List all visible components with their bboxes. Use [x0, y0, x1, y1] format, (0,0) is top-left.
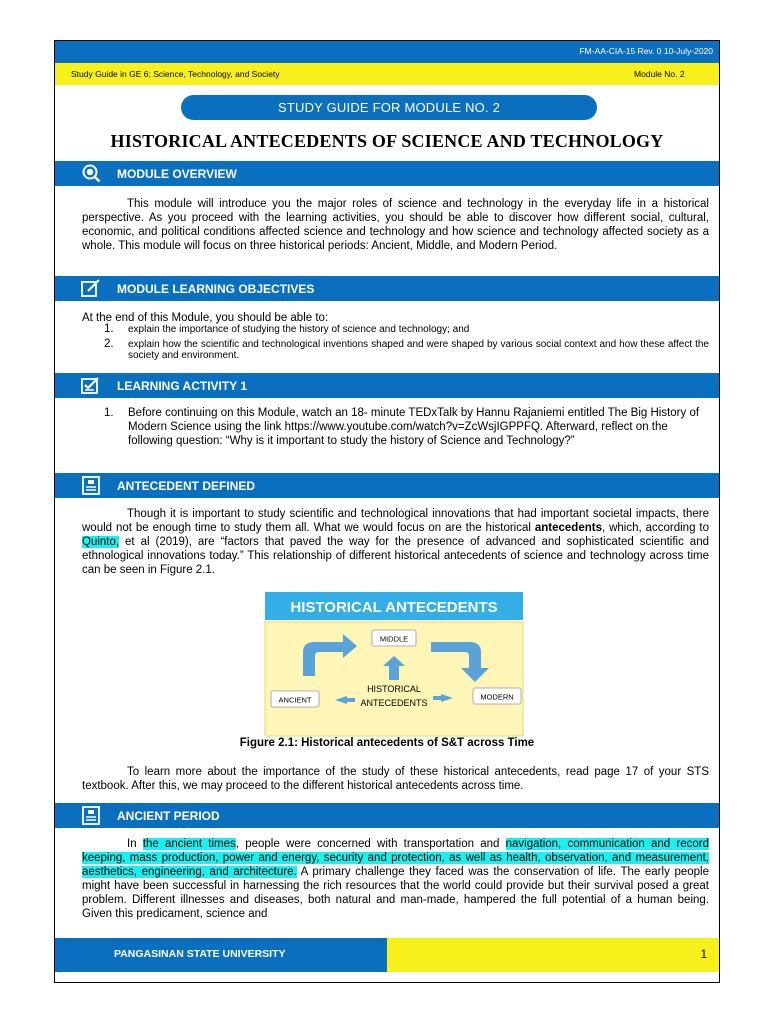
text-run: et al (2019), are “factors that paved the way for the presence of advanced and sophisticated scientific and ethnological innovations today.” This relationship of different historical antecedents of science and technology across time can be seen in Figure 2.1.	[82, 536, 709, 576]
text-run: A primary challenge they faced was the conservation of life. The early people might have been successful in harnessing the rich resources that the world could provide but their survival posed a great problem. Different illnesses and diseases, both natural and man-made, hampered the full potential of a human being. Given this predicament, science and	[82, 866, 709, 920]
document-icon	[81, 476, 101, 495]
page-title: HISTORICAL ANTECEDENTS OF SCIENCE AND TECHNOLOGY	[110, 131, 664, 151]
section-heading: ANCIENT PERIOD	[117, 809, 220, 823]
header-bar	[55, 41, 719, 63]
footer-university-block	[55, 938, 387, 972]
text-run: Though it is important to study scientific and technological innovations that had important societal impacts, there would not be enough time to study them all. What we would focus on are the historical	[82, 508, 709, 534]
figure-banner-text: HISTORICAL ANTECEDENTS	[290, 599, 498, 616]
text-run: , which, according to	[601, 522, 709, 534]
form-code: FM-AA-CIA-15 Rev. 0 10-July-2020	[579, 46, 713, 56]
study-guide-label: STUDY GUIDE FOR MODULE NO. 2	[181, 95, 597, 120]
document-icon	[81, 806, 101, 825]
objectives-intro: At the end of this Module, you should be able to:	[82, 312, 329, 324]
section-antecedent-defined	[55, 473, 719, 498]
university-name: PANGASINAN STATE UNIVERSITY	[114, 948, 286, 960]
magnifier-icon	[81, 164, 101, 183]
modern-label: MODERN	[480, 692, 514, 702]
checklist-icon	[81, 376, 101, 395]
historical-antecedents-figure	[263, 590, 525, 738]
middle-label: MIDDLE	[379, 634, 409, 644]
bold-term: antecedents	[534, 522, 602, 534]
section-heading: ANTECEDENT DEFINED	[117, 479, 256, 493]
antecedent-text-2: To learn more about the importance of the study of these historical antecedents, read page 17 of your STS textbook. After this, we may proceed to the different historical antecedents across time.	[82, 766, 709, 792]
activity-text: Before continuing on this Module, watch an 18- minute TEDxTalk by Hannu Rajaniemi entitled The Big History of Modern Science using the link https://www.youtube.com/watch?v=ZcWsjIGPPFQ. Afterward, reflect on the following question: “Why is it important to study the history of Science and Technology?”	[128, 407, 700, 447]
edit-icon	[81, 279, 101, 298]
subheader-bar	[55, 63, 719, 85]
list-number: 1.	[104, 407, 114, 419]
page-number: 1	[700, 949, 707, 961]
text-run: In	[127, 838, 143, 850]
footer-page-block	[387, 938, 719, 972]
list-text: explain how the scientific and technological inventions shaped and were shaped by various social context and how these affect the society and environment.	[128, 339, 709, 361]
course-title: Study Guide in GE 6: Science, Technology, and Society	[71, 69, 280, 79]
text-run: , people were concerned with transportation and	[235, 838, 506, 850]
figure-caption: Figure 2.1: Historical antecedents of S&T across Time	[239, 737, 535, 749]
footer	[55, 938, 719, 972]
list-number: 2.	[104, 338, 114, 350]
section-learning-objectives	[55, 276, 719, 301]
list-number: 1.	[104, 323, 114, 335]
overview-text: This module will introduce you the major roles of science and technology in the everyday life in a historical perspective. As you proceed with the learning activities, you should be able to discover how different social, cultural, economic, and political conditions affected science and technology and how science and technology affected society as a whole. This module will focus on three historical periods: Ancient, Middle, and Modern Period.	[82, 198, 709, 252]
center-label-1: HISTORICAL	[367, 684, 421, 694]
section-learning-activity	[55, 373, 719, 398]
highlighted-text: navigation, communication and record keeping, mass production, power and energy, security and protection, as well as health, observation, and measurement, aesthetics, engineering, and architecture.	[82, 838, 709, 878]
highlighted-text: the ancient times	[142, 838, 236, 850]
section-heading: MODULE LEARNING OBJECTIVES	[117, 282, 315, 296]
section-ancient-period	[55, 803, 719, 828]
ancient-text	[82, 837, 709, 921]
module-number: Module No. 2	[634, 69, 685, 79]
section-heading: MODULE OVERVIEW	[117, 167, 237, 181]
antecedent-text	[82, 507, 709, 577]
section-heading: LEARNING ACTIVITY 1	[117, 379, 248, 393]
highlighted-text: Quinto,	[82, 536, 120, 548]
list-text: explain the importance of studying the history of science and technology; and	[128, 324, 470, 335]
ancient-label: ANCIENT	[278, 695, 312, 705]
section-module-overview	[55, 161, 719, 186]
center-label-2: ANTECEDENTS	[360, 698, 428, 708]
